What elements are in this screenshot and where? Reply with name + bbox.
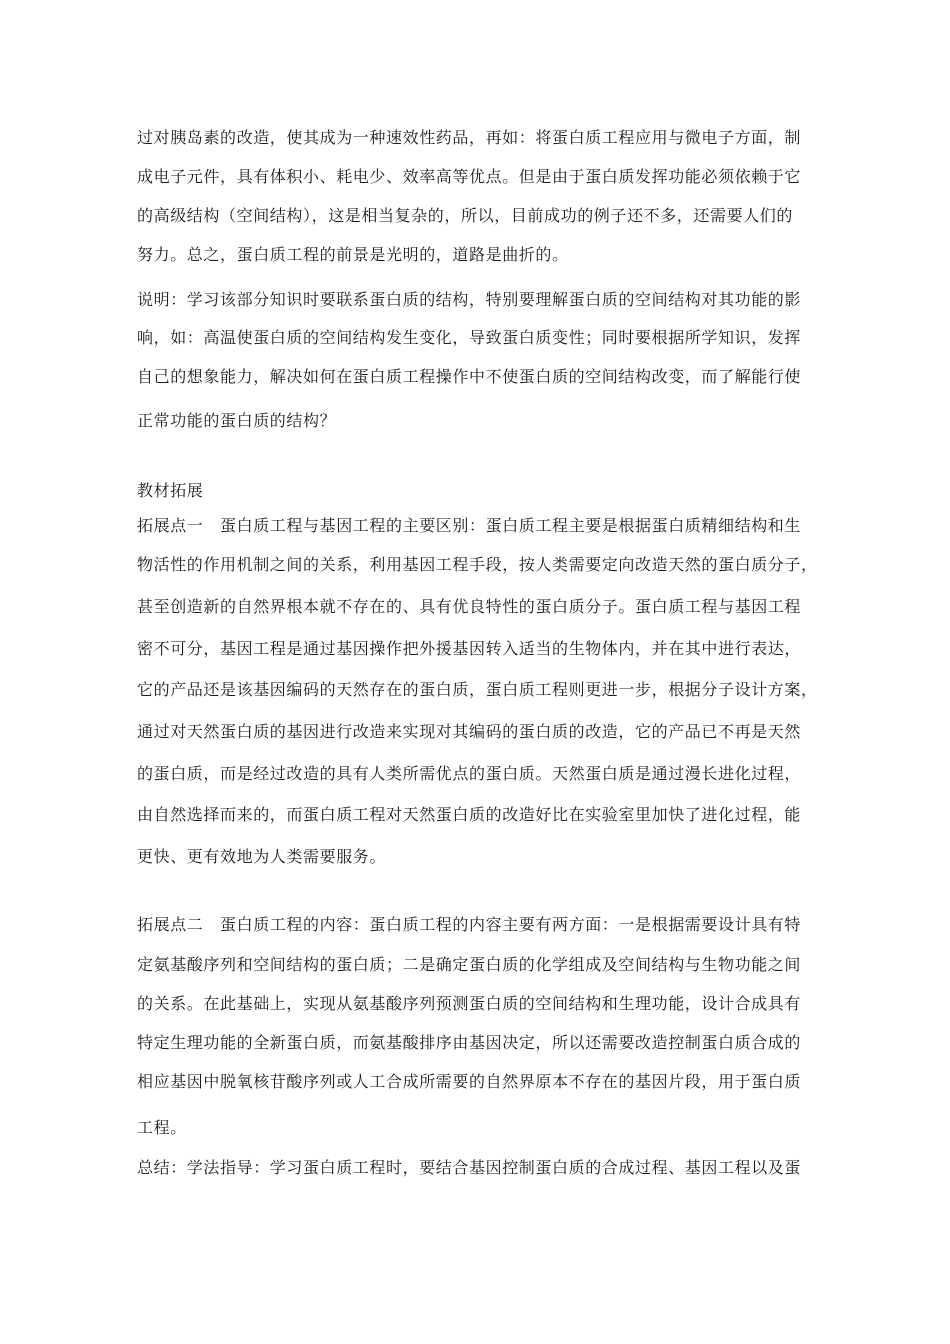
extension-point-1-line: 甚至创造新的自然界根本就不存在的、具有优良特性的蛋白质分子。蛋白质工程与基因工程 [137, 597, 802, 616]
paragraph-line: 努力。总之，蛋白质工程的前景是光明的，道路是曲折的。 [137, 245, 569, 264]
extension-point-1-line: 物活性的作用机制之间的关系，利用基因工程手段，按人类需要定向改造天然的蛋白质分子， [137, 555, 818, 574]
extension-point-1-line: 由自然选择而来的，而蛋白质工程对天然蛋白质的改造好比在实验室里加快了进化过程，能 [137, 805, 802, 824]
paragraph-line: 成电子元件，具有体积小、耗电少、效率高等优点。但是由于蛋白质发挥功能必须依赖于它 [137, 167, 802, 186]
extension-point-1-line: 它的产品还是该基因编码的天然存在的蛋白质，蛋白质工程则更进一步，根据分子设计方案， [137, 680, 818, 699]
section-heading: 教材拓展 [137, 481, 204, 500]
extension-point-2-line: 相应基因中脱氧核苷酸序列或人工合成所需要的自然界原本不存在的基因片段，用于蛋白质 [137, 1072, 802, 1091]
note-line: 响，如：高温使蛋白质的空间结构发生变化，导致蛋白质变性；同时要根据所学知识，发挥 [137, 328, 802, 347]
note-line: 正常功能的蛋白质的结构？ [137, 411, 337, 430]
extension-point-1-line: 更快、更有效地为人类需要服务。 [137, 847, 387, 866]
extension-point-1-line: 的蛋白质，而是经过改造的具有人类所需优点的蛋白质。天然蛋白质是通过漫长进化过程， [137, 764, 802, 783]
extension-point-1-line: 通过对天然蛋白质的基因进行改造来实现对其编码的蛋白质的改造，它的产品已不再是天然 [137, 722, 802, 741]
note-line: 说明：学习该部分知识时要联系蛋白质的结构，特别要理解蛋白质的空间结构对其功能的影 [137, 290, 802, 309]
summary-line: 总结：学法指导：学习蛋白质工程时，要结合基因控制蛋白质的合成过程、基因工程以及蛋 [137, 1158, 802, 1177]
extension-point-2-line: 特定生理功能的全新蛋白质，而氨基酸排序由基因决定，所以还需要改造控制蛋白质合成的 [137, 1033, 802, 1052]
paragraph-line: 的高级结构（空间结构），这是相当复杂的，所以，目前成功的例子还不多，还需要人们的 [137, 206, 794, 225]
extension-point-2-line: 定氨基酸序列和空间结构的蛋白质；二是确定蛋白质的化学组成及空间结构与生物功能之间 [137, 955, 802, 974]
extension-point-2-line: 工程。 [137, 1118, 187, 1137]
extension-point-1-line: 密不可分，基因工程是通过基因操作把外援基因转入适当的生物体内，并在其中进行表达， [137, 639, 802, 658]
note-line: 自己的想象能力，解决如何在蛋白质工程操作中不使蛋白质的空间结构改变，而了解能行使 [137, 367, 802, 386]
extension-point-1-line: 拓展点一 蛋白质工程与基因工程的主要区别：蛋白质工程主要是根据蛋白质精细结构和生 [137, 516, 802, 535]
extension-point-2-line: 拓展点二 蛋白质工程的内容：蛋白质工程的内容主要有两方面：一是根据需要设计具有特 [137, 915, 802, 934]
extension-point-2-line: 的关系。在此基础上，实现从氨基酸序列预测蛋白质的空间结构和生理功能，设计合成具有 [137, 994, 802, 1013]
paragraph-line: 过对胰岛素的改造，使其成为一种速效性药品，再如：将蛋白质工程应用与微电子方面，制 [137, 128, 802, 147]
